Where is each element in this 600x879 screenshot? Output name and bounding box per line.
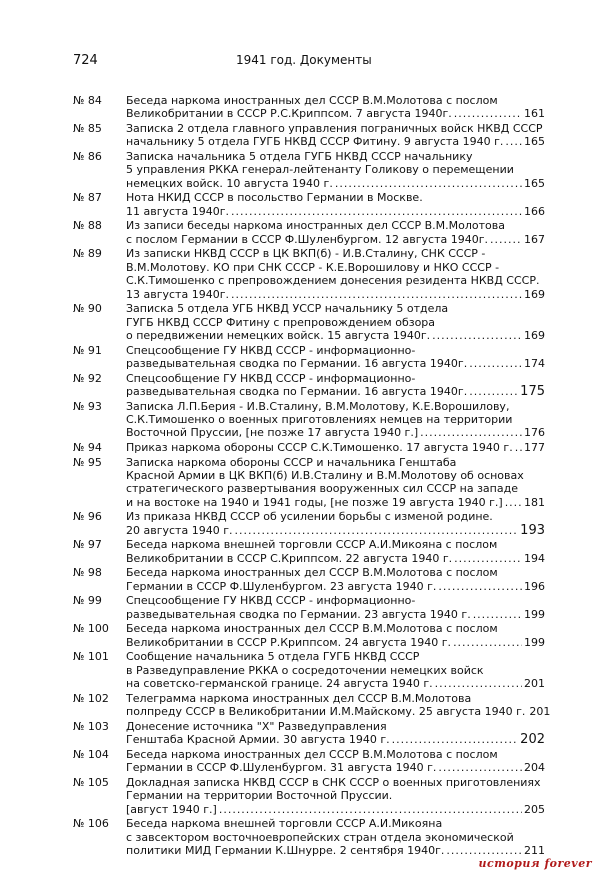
toc-entry (73, 344, 545, 371)
entry-title-line: В.М.Молотову. КО при СНК СССР - К.Е.Ворошилову и НКО СССР - (126, 260, 500, 274)
entry-title-line: полпреду СССР в Великобритании И.М.Майскому. 25 августа 1940 г. (126, 705, 526, 719)
dot-leader (438, 580, 522, 593)
entry-title (126, 538, 545, 565)
entry-title-line: Спецсообщение ГУ НКВД СССР - информационно- (126, 343, 416, 357)
entry-number: № 93 (73, 399, 102, 413)
entry-title-line: в Разведуправление РККА о сосредоточении немецких войск (126, 663, 484, 677)
toc-entry (73, 510, 545, 537)
entry-page-number: 165 (524, 176, 545, 190)
dot-leader (446, 844, 522, 857)
entry-number: № 103 (73, 719, 109, 733)
toc-entry (73, 538, 545, 565)
toc-entry (73, 691, 551, 719)
entry-page-number: 181 (524, 495, 545, 509)
entry-page-number: 176 (524, 426, 545, 440)
entry-title (126, 622, 545, 649)
entry-number: № 91 (73, 343, 102, 357)
dot-leader (454, 107, 522, 120)
entry-number: № 95 (73, 455, 102, 469)
entry-title-line: разведывательная сводка по Германии. 16 августа 1940г. (126, 357, 468, 371)
entry-title (126, 372, 545, 399)
entry-title-line: Докладная записка НКВД СССР в СНК СССР о военных приготовлениях (126, 775, 541, 789)
entry-page-number: 196 (524, 579, 545, 593)
entry-title-line: Записка Л.П.Берия - И.В.Сталину, В.М.Молотову, К.Е.Ворошилову, (126, 399, 510, 413)
entry-title-line: Германии на территории Восточной Пруссии. (126, 789, 393, 803)
dot-leader (453, 636, 522, 649)
entry-title-line: Генштаба Красной Армии. 30 августа 1940 г. (126, 733, 390, 747)
toc-entry (73, 650, 545, 690)
toc-entry (73, 400, 545, 440)
entry-title-line: с послом Германии в СССР Ф.Шуленбургом. 12 августа 1940г. (126, 232, 488, 246)
entry-title (126, 817, 545, 857)
entry-title-line: Спецсообщение ГУ НКВД СССР - информационно- (126, 371, 416, 385)
entry-page-number: 161 (524, 107, 545, 121)
entry-title (126, 122, 545, 149)
entry-title-line: Записка наркома обороны СССР и начальника Генштаба (126, 455, 457, 469)
entry-number: № 98 (73, 566, 102, 580)
page-header (0, 53, 600, 73)
entry-title-line: Спецсообщение ГУ НКВД СССР - информационно- (126, 594, 416, 608)
dot-leader (473, 608, 522, 621)
entry-title-line: Приказ наркома обороны СССР С.К.Тимошенко. 17 августа 1940 г. (126, 441, 513, 455)
entry-title-line: Беседа наркома иностранных дел СССР В.М.Молотова с послом (126, 622, 498, 636)
entry-title-line: Донесение источника "Х" Разведуправления (126, 719, 387, 733)
entry-title-line: о передвижении немецких войск. 15 августа 1940г. (126, 329, 431, 343)
entry-page-number: 174 (524, 357, 545, 371)
entry-number: № 106 (73, 817, 109, 831)
entry-title-line: начальнику 5 отдела ГУГБ НКВД СССР Фитину. 9 августа 1940 г. (126, 135, 504, 149)
toc-entry (73, 776, 545, 816)
dot-leader (231, 288, 522, 301)
entry-number: № 84 (73, 94, 102, 107)
entry-title-line: Беседа наркома иностранных дел СССР В.М.Молотова с послом (126, 747, 498, 761)
entry-number: № 88 (73, 219, 102, 233)
entry-number: № 89 (73, 247, 102, 261)
entry-title-line: 11 августа 1940г. (126, 204, 229, 218)
dot-leader (490, 233, 522, 246)
entry-title-line: Великобритании в СССР Р.Криппсом. 24 августа 1940 г. (126, 635, 452, 649)
entry-title-line: С.К.Тимошенко о военных приготовлениях немцев на территории (126, 413, 513, 427)
entry-page-number: 199 (524, 607, 545, 621)
entry-page-number: 202 (520, 732, 545, 748)
entry-title-line: Сообщение начальника 5 отдела ГУГБ НКВД СССР (126, 650, 420, 664)
entry-title-line: Из записи беседы наркома иностранных дел СССР В.М.Молотова (126, 219, 505, 233)
entry-title (126, 191, 545, 218)
entry-title (126, 566, 545, 593)
entry-title-line: разведывательная сводка по Германии. 23 августа 1940 г. (126, 607, 471, 621)
entry-title-line: Записка 5 отдела УГБ НКВД УССР начальнику 5 отдела (126, 302, 449, 316)
entry-title-line: Беседа наркома внешней торговли СССР А.И.Микояна с послом (126, 538, 498, 552)
entry-title-line: Беседа наркома иностранных дел СССР В.М.Молотова с послом (126, 94, 498, 107)
entry-title (126, 720, 545, 747)
entry-page-number: 199 (524, 635, 545, 649)
entry-title (126, 400, 545, 440)
entry-title (126, 748, 545, 775)
dot-leader (435, 677, 522, 690)
entry-number: № 99 (73, 594, 102, 608)
toc-entry (73, 622, 545, 649)
entry-title (126, 441, 545, 454)
entry-number: № 101 (73, 650, 109, 664)
entry-title (126, 776, 545, 816)
dot-leader (219, 803, 522, 816)
toc-entry (73, 817, 545, 857)
entry-title-line: Восточной Пруссии, [не позже 17 августа 1940 г.] (126, 426, 419, 440)
dot-leader (505, 135, 522, 148)
entry-title (126, 94, 545, 121)
dot-leader (231, 205, 522, 218)
dot-leader (505, 496, 522, 509)
entry-page-number: 175 (520, 384, 545, 400)
toc-entry (73, 219, 545, 246)
entry-number: № 105 (73, 775, 109, 789)
entry-number: № 97 (73, 538, 102, 552)
toc-entry (73, 441, 545, 454)
dot-leader (438, 761, 522, 774)
entry-title-line: разведывательная сводка по Германии. 16 августа 1940г. (126, 385, 468, 399)
dot-leader (515, 441, 522, 454)
entry-title-line: 5 управления РККА генерал-лейтенанту Голикову о перемещении (126, 163, 514, 177)
entry-title-line: Записка начальника 5 отдела ГУГБ НКВД СССР начальнику (126, 150, 473, 163)
entry-title-line: Германии в СССР Ф.Шуленбургом. 31 августа 1940 г. (126, 761, 437, 775)
toc-entry (73, 720, 545, 747)
entry-number: № 85 (73, 122, 102, 135)
entry-title (126, 456, 545, 510)
dot-leader (420, 426, 522, 439)
entry-title-line: Беседа наркома внешней торговли СССР А.И.Микояна (126, 817, 443, 831)
entry-page-number: 193 (520, 522, 545, 538)
entry-title-line: Великобритании в СССР С.Криппсом. 22 августа 1940 г. (126, 551, 453, 565)
entry-page-number: 205 (524, 802, 545, 816)
entry-title-line: Беседа наркома иностранных дел СССР В.М.Молотова с послом (126, 566, 498, 580)
entry-title (126, 150, 545, 190)
entry-number: № 100 (73, 622, 109, 636)
entry-title-line: 20 августа 1940 г. (126, 523, 233, 537)
entry-number: № 87 (73, 191, 102, 205)
entry-number: № 102 (73, 691, 109, 705)
toc-entry (73, 247, 545, 301)
table-of-contents (73, 94, 551, 859)
entry-page-number: 204 (524, 761, 545, 775)
entry-title-line: немецких войск. 10 августа 1940 г. (126, 176, 333, 190)
entry-title-line: 13 августа 1940г. (126, 287, 229, 301)
entry-page-number: 169 (524, 287, 545, 301)
entry-page-number: 166 (524, 204, 545, 218)
entry-number: № 94 (73, 441, 102, 455)
entry-title-line: С.К.Тимошенко с препровождением донесения резидента НКВД СССР. (126, 274, 540, 288)
entry-page-number: 177 (524, 441, 545, 455)
dot-leader (432, 329, 522, 342)
entry-number: № 104 (73, 747, 109, 761)
toc-entry (73, 748, 545, 775)
dot-leader (469, 357, 522, 370)
dot-leader (454, 552, 522, 565)
entry-title-line: ГУГБ НКВД СССР Фитину с препровождением обзора (126, 315, 436, 329)
entry-number: № 92 (73, 371, 102, 385)
entry-page-number: 194 (524, 551, 545, 565)
page-number: 724 (73, 53, 98, 68)
toc-entry (73, 150, 545, 190)
entry-title-line: Из записки НКВД СССР в ЦК ВКП(б) - И.В.Сталину, СНК СССР - (126, 247, 486, 261)
entry-title-line: политики МИД Германии К.Шнурре. 2 сентября 1940г. (126, 844, 445, 858)
entry-title-line: и на востоке на 1940 и 1941 годы, [не позже 19 августа 1940 г.] (126, 495, 503, 509)
toc-entry (73, 302, 545, 342)
entry-title-line: Великобритании в СССР Р.С.Криппсом. 7 августа 1940г. (126, 107, 452, 121)
brand-watermark: история forever (478, 857, 592, 870)
entry-title (126, 510, 545, 537)
entry-page-number: 201 (524, 677, 545, 691)
toc-entry (73, 122, 545, 149)
entry-title-line: с завсектором восточноевропейских стран отдела экономической (126, 830, 514, 844)
entry-title (126, 691, 551, 719)
entry-page-number: 211 (524, 844, 545, 858)
toc-entry (73, 594, 545, 621)
dot-leader (392, 733, 519, 746)
entry-number: № 90 (73, 302, 102, 316)
entry-title-line: Германии в СССР Ф.Шуленбургом. 23 августа 1940 г. (126, 579, 437, 593)
entry-title-line: стратегического развертывания вооруженных сил СССР на западе (126, 482, 518, 496)
entry-page-number: 167 (524, 232, 545, 246)
dot-leader (469, 385, 518, 398)
entry-page-number: 165 (524, 135, 545, 149)
entry-title-line: на советско-германской границе. 24 августа 1940 г. (126, 677, 433, 691)
entry-title (126, 247, 545, 301)
entry-title-line: Нота НКИД СССР в посольство Германии в Москве. (126, 191, 423, 205)
entry-title (126, 302, 545, 342)
entry-title-line: Записка 2 отдела главного управления пограничных войск НКВД СССР (126, 122, 543, 135)
entry-number: № 86 (73, 150, 102, 163)
entry-title-line: Телеграмма наркома иностранных дел СССР В.М.Молотова (126, 691, 472, 705)
running-title: 1941 год. Документы (236, 53, 372, 67)
toc-entry (73, 94, 545, 121)
entry-title-line: [август 1940 г.] (126, 802, 217, 816)
dot-leader (234, 524, 518, 537)
toc-entry (73, 372, 545, 399)
toc-entry (73, 566, 545, 593)
entry-title-line: Красной Армии в ЦК ВКП(б) И.В.Сталину и В.М.Молотову об основах (126, 469, 524, 483)
dot-leader (335, 177, 522, 190)
entry-page-number: 169 (524, 329, 545, 343)
entry-title-line: Из приказа НКВД СССР об усилении борьбы с изменой родине. (126, 510, 493, 524)
entry-title (126, 594, 545, 621)
entry-page-number: 201 (529, 705, 551, 719)
entry-title (126, 650, 545, 690)
entry-title (126, 219, 545, 246)
entry-number: № 96 (73, 510, 102, 524)
entry-title (126, 344, 545, 371)
toc-entry (73, 456, 545, 510)
toc-entry (73, 191, 545, 218)
